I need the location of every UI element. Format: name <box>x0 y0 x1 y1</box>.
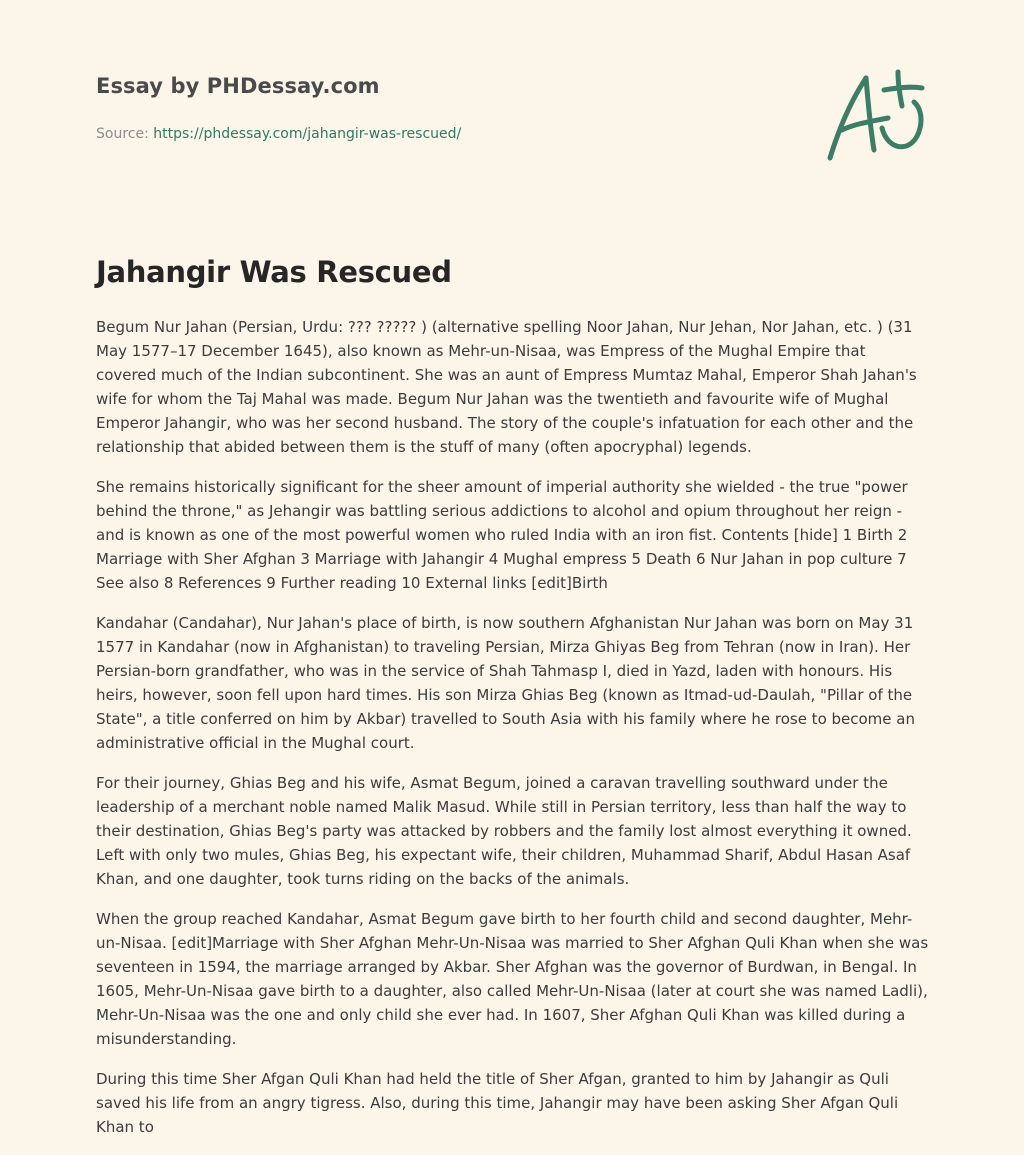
article-paragraph: For their journey, Ghias Beg and his wife, Asmat Begum, joined a caravan travelling southward under the leadership of a merchant noble named Malik Masud. While still in Persian territory, less than half the way to their destination, Ghias Beg's party was attacked by robbers and the family lost almost everything it owned. Left with only two mules, Ghias Beg, his expectant wife, their children, Muhammad Sharif, Abdul Hasan Asaf Khan, and one daughter, took turns riding on the backs of the animals. <box>96 774 912 888</box>
article-paragraph: When the group reached Kandahar, Asmat Begum gave birth to her fourth child and second daughter, Mehr-un-Nisaa. [edit]Marriage with Sher Afghan Mehr-Un-Nisaa was married to Sher Afghan Quli Khan when she was seventeen in 1594, the marriage arranged by Akbar. Sher Afghan was the governor of Burdwan, in Bengal. In 1605, Mehr-Un-Nisaa gave birth to a daughter, also called Mehr-Un-Nisaa (later at court she was named Ladli), Mehr-Un-Nisaa was the one and only child she ever had. In 1607, Sher Afghan Quli Khan was killed during a misunderstanding. <box>96 910 929 1048</box>
article-paragraph: Kandahar (Candahar), Nur Jahan's place of birth, is now southern Afghanistan Nur Jahan was born on May 31 1577 in Kandahar (now in Afghanistan) to traveling Persian, Mirza Ghiyas Beg from Tehran (now in Iran). Her Persian-born grandfather, who was in the service of Shah Tahmasp I, died in Yazd, laden with honours. His heirs, however, soon fell upon hard times. His son Mirza Ghias Beg (known as Itmad-ud-Daulah, "Pillar of the State", a title conferred on him by Akbar) travelled to South Asia with his family where he rose to become an administrative official in the Mughal court. <box>96 614 915 752</box>
source-line <box>96 126 461 142</box>
article-title: Jahangir Was Rescued <box>96 255 452 289</box>
site-header <box>96 74 936 142</box>
article-body <box>96 315 930 1155</box>
article-paragraph: Begum Nur Jahan (Persian, Urdu: ??? ????? ) (alternative spelling Noor Jahan, Nur Jehan, Nor Jahan, etc. ) (31 May 1577–17 December 1645), also known as Mehr-un-Nisaa, was Empress of the Mughal Empire that covered much of the Indian subcontinent. She was an aunt of Empress Mumtaz Mahal, Emperor Shah Jahan's wife for whom the Taj Mahal was made. Begum Nur Jahan was the twentieth and favourite wife of Mughal Emperor Jahangir, who was her second husband. The story of the couple's infatuation for each other and the relationship that abided between them is the stuff of many (often apocryphal) legends. <box>96 318 917 456</box>
article-paragraph: She remains historically significant for the sheer amount of imperial authority she wielded - the true "power behind the throne," as Jehangir was battling serious addictions to alcohol and opium throughout her reign - and is known as one of the most powerful women who ruled India with an iron fist. Contents [hide] 1 Birth 2 Marriage with Sher Afghan 3 Marriage with Jahangir 4 Mughal empress 5 Death 6 Nur Jahan in pop culture 7 See also 8 References 9 Further reading 10 External links [edit]Birth <box>96 478 908 592</box>
source-link[interactable]: https://phdessay.com/jahangir-was-rescued/ <box>153 126 462 142</box>
a-plus-logo-icon <box>822 66 932 166</box>
site-brand: Essay by PHDessay.com <box>96 74 380 98</box>
source-label: Source: <box>96 126 154 142</box>
article-paragraph: During this time Sher Afgan Quli Khan had held the title of Sher Afgan, granted to him by Jahangir as Quli saved his life from an angry tigress. Also, during this time, Jahangir may have been asking Sher Afgan Quli Khan to <box>96 1070 899 1136</box>
